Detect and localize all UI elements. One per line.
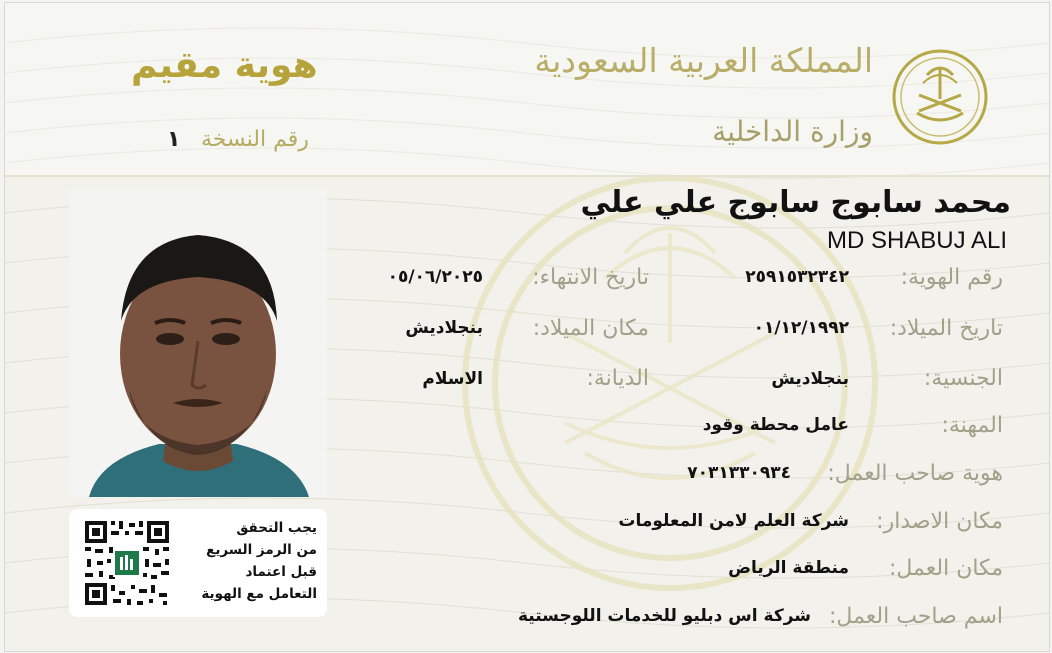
issue-place-label: مكان الاصدار:: [876, 509, 1003, 534]
qr-notice-line-3: قبل اعتماد: [245, 564, 317, 580]
ministry-name: وزارة الداخلية: [712, 115, 873, 148]
qr-notice-line-1: يجب التحقق: [236, 520, 317, 536]
birth-place-label: مكان الميلاد:: [532, 316, 649, 341]
id-number-value: ٢٥٩١٥٣٢٣٤٢: [745, 267, 849, 287]
id-number-label: رقم الهوية:: [900, 265, 1003, 290]
qr-verification-notice: [201, 517, 317, 605]
birth-date-label: تاريخ الميلاد:: [889, 316, 1003, 341]
birth-date-value: ٠١/١٢/١٩٩٢: [753, 318, 849, 338]
card-title: هوية مقيم: [131, 45, 318, 86]
occupation-label: المهنة:: [941, 413, 1003, 438]
portrait-image: [69, 189, 327, 497]
nationality-value: بنجلاديش: [771, 369, 849, 389]
holder-photo: [69, 189, 327, 497]
qr-section: [69, 509, 327, 617]
issue-place-value: شركة العلم لامن المعلومات: [618, 511, 849, 531]
qr-notice-line-2: من الرمز السريع: [206, 542, 317, 558]
kingdom-name: المملكة العربية السعودية: [534, 41, 873, 80]
holder-name-arabic: محمد سابوج سابوج علي علي: [580, 185, 1011, 220]
holder-name-english: MD SHABUJ ALI: [826, 227, 1007, 254]
employer-name-value: شركة اس دبليو للخدمات اللوجستية: [517, 606, 811, 626]
qr-notice-line-4: التعامل مع الهوية: [201, 586, 317, 602]
work-place-label: مكان العمل:: [888, 556, 1003, 581]
saudi-emblem-icon: [885, 47, 995, 147]
iqama-card: [4, 2, 1050, 652]
expiry-date-label: تاريخ الانتهاء:: [532, 265, 649, 290]
religion-label: الديانة:: [586, 366, 649, 391]
occupation-value: عامل محطة وقود: [702, 415, 849, 435]
employer-id-label: هوية صاحب العمل:: [827, 461, 1003, 486]
version-value: ١: [167, 127, 181, 152]
header-divider: [5, 175, 1049, 177]
religion-value: الاسلام: [422, 369, 483, 389]
work-place-value: منطقة الرياض: [728, 558, 849, 578]
expiry-date-value: ٠٥/٠٦/٢٠٢٥: [387, 267, 483, 287]
nationality-label: الجنسية:: [923, 366, 1003, 391]
version-label: رقم النسخة: [201, 127, 309, 152]
employer-id-value: ٧٠٣١٣٣٠٩٣٤: [687, 463, 791, 483]
employer-name-label: اسم صاحب العمل:: [829, 604, 1003, 629]
qr-code-icon[interactable]: [83, 519, 171, 607]
birth-place-value: بنجلاديش: [405, 318, 483, 338]
